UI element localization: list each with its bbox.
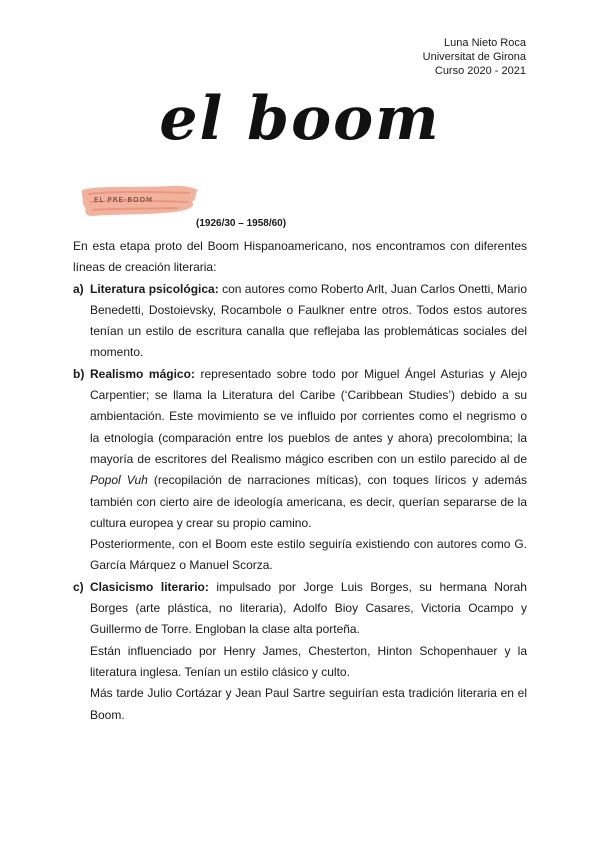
list-marker: a) xyxy=(73,281,84,296)
item-extra-paragraph: Más tarde Julio Cortázar y Jean Paul Sartre seguirían esta tradición literaria en el Boom. xyxy=(90,686,527,722)
item-text-continued: (recopilación de narraciones míticas), con toques líricos y además también con cierto aire de ideología americana, es decir, querían separarse de la cultura europea y crear su propio camino. xyxy=(90,473,528,530)
list-item-a xyxy=(73,279,527,364)
author-course: Curso 2020 - 2021 xyxy=(434,65,526,77)
section-badge xyxy=(78,182,202,222)
list-marker: b) xyxy=(73,366,85,381)
list-item-c xyxy=(73,577,527,726)
item-extra-paragraph: Están influenciado por Henry James, Chesterton, Hinton Schopenhauer y la literatura inglesa. Tenían un estilo clásico y culto. xyxy=(90,643,527,679)
page-title: el boom xyxy=(159,84,441,154)
period-dates: (1926/30 – 1958/60) xyxy=(196,218,287,229)
item-heading: Clasicismo literario: xyxy=(90,579,209,594)
item-text: impulsado por Jorge Luis Borges, su hermana Norah Borges (arte plástica, no literaria), Adolfo Bioy Casares, Victoria Ocampo y Guillermo de Torre. Engloban la clase alta porteña. xyxy=(90,579,527,637)
section-badge-label: EL PRE-BOOM xyxy=(94,196,154,204)
book-title: Popol Vuh xyxy=(90,473,148,488)
item-heading: Realismo mágico: xyxy=(90,366,195,381)
author-university: Universitat de Girona xyxy=(422,51,526,63)
item-text: representado sobre todo por Miguel Ángel Asturias y Alejo Carpentier; se llama la Literatura del Caribe (‘Caribbean Studies’) debido a su ambientación. Este movimiento se ve influido por corrientes como el negrismo o la etnología (comparación entre los pueblos de antes y ahora) precolombina; la mayoría de escritores del Realismo mágico escriben con un estilo parecido al de xyxy=(90,366,528,466)
intro-paragraph: En esta etapa proto del Boom Hispanoamericano, nos encontramos con diferentes líneas de creación literaria: xyxy=(73,239,527,275)
document-body xyxy=(73,236,527,726)
item-text: con autores como Roberto Arlt, Juan Carlos Onetti, Mario Benedetti, Dostoievsky, Rocambole o Faulkner entre otros. Todos estos autores tenían un estilo de escritura canalla que reflejaba las problemáticas sociales del momento. xyxy=(90,281,527,360)
list-marker: c) xyxy=(73,579,84,594)
author-name: Luna Nieto Roca xyxy=(444,37,526,49)
author-block xyxy=(423,36,526,78)
item-heading: Literatura psicológica: xyxy=(90,281,219,296)
list-item-b xyxy=(73,364,527,577)
item-extra-paragraph: Posteriormente, con el Boom este estilo seguiría existiendo con autores como G. García Márquez o Manuel Scorza. xyxy=(90,537,527,573)
